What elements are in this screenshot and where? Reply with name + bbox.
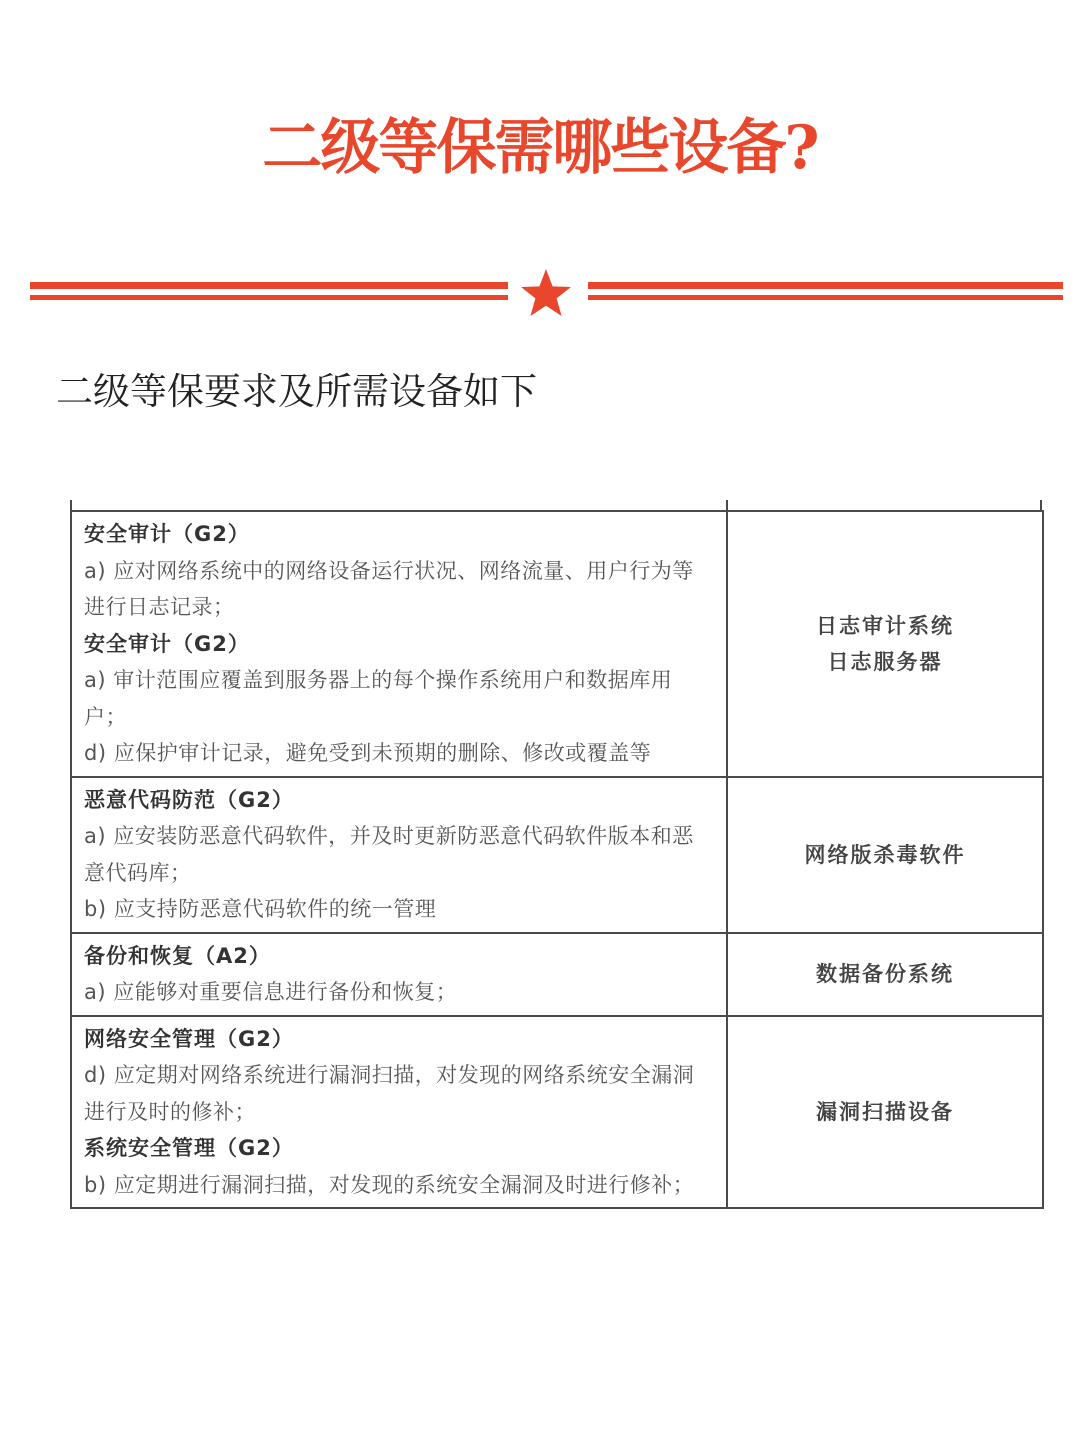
divider-rule-left-top [30,282,508,289]
requirement-heading: 系统安全管理（G2） [84,1136,294,1160]
requirement-text: a) 审计范围应覆盖到服务器上的每个操作系统用户和数据库用 [84,668,673,692]
divider-rule-right-bottom [588,295,1063,300]
requirement-cell [71,777,727,933]
divider-rule-left-bottom [30,295,508,300]
device-cell [727,511,1043,777]
requirement-cell [71,511,727,777]
requirement-text: 意代码库； [84,860,192,885]
device-name: 漏洞扫描设备 [816,1099,954,1124]
requirement-cell [71,1016,727,1209]
requirement-text: 户； [84,704,127,729]
requirement-heading: 网络安全管理（G2） [84,1026,294,1051]
requirement-text: 进行日志记录； [84,595,235,619]
requirement-text: a) 应安装防恶意代码软件，并及时更新防恶意代码软件版本和恶 [84,824,694,848]
table-row [71,1016,1043,1209]
requirement-heading: 备份和恢复（A2） [84,943,271,968]
title-divider [0,268,1080,314]
requirement-heading: 安全审计（G2） [84,631,250,656]
divider-rule-right-top [588,282,1063,289]
device-name: 数据备份系统 [816,962,954,986]
table-row [71,777,1043,933]
page-title: 二级等保需哪些设备? [262,113,818,183]
subtitle: 二级等保要求及所需设备如下 [56,370,537,413]
requirement-text: a) 应能够对重要信息进行备份和恢复； [84,980,458,1004]
device-cell [727,777,1043,933]
requirements-table [70,510,1044,1209]
requirement-text: a) 应对网络系统中的网络设备运行状况、网络流量、用户行为等 [84,558,694,583]
table-row [71,511,1043,777]
requirement-heading: 恶意代码防范（G2） [84,787,294,812]
requirement-text: 进行及时的修补； [84,1099,256,1124]
device-name: 网络版杀毒软件 [804,842,966,867]
device-cell [727,933,1043,1016]
table-row [71,933,1043,1016]
requirement-text: b) 应定期进行漏洞扫描，对发现的系统安全漏洞及时进行修补； [84,1172,695,1197]
device-cell [727,1016,1043,1209]
device-name: 日志服务器 [827,649,943,674]
requirement-text: d) 应定期对网络系统进行漏洞扫描，对发现的网络系统安全漏洞 [84,1063,695,1087]
requirement-text: b) 应支持防恶意代码软件的统一管理 [84,897,437,921]
device-name: 日志审计系统 [816,613,954,638]
requirement-cell [71,933,727,1016]
star-icon [518,268,574,318]
requirement-text: d) 应保护审计记录，避免受到未预期的删除、修改或覆盖等 [84,741,652,765]
requirement-heading: 安全审计（G2） [84,522,250,546]
